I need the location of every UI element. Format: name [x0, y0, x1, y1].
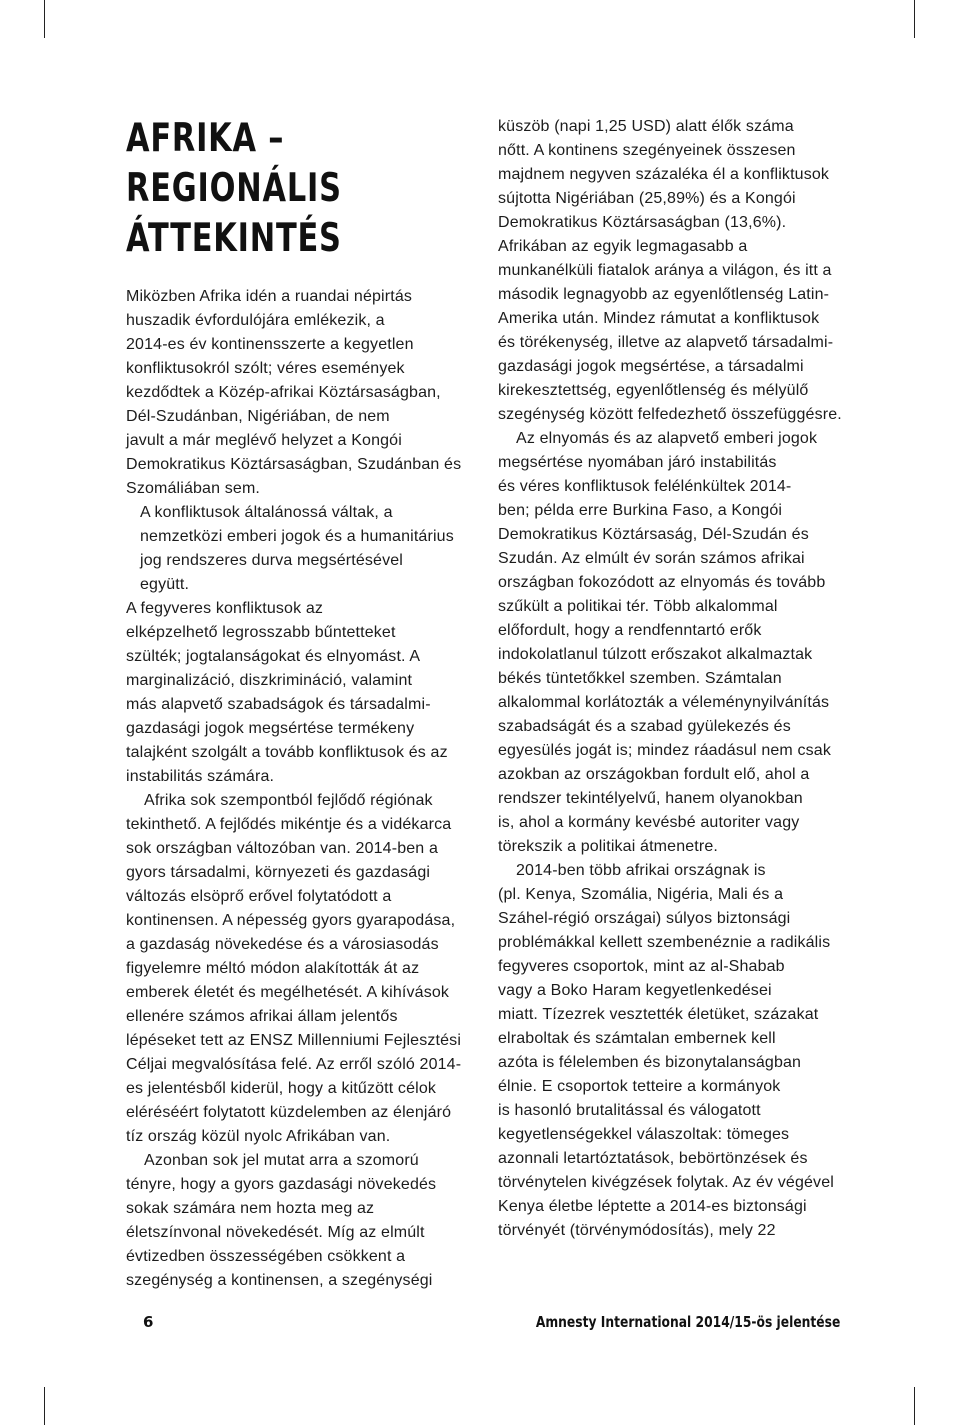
crop-mark-bottom-left: [44, 1387, 45, 1425]
paragraph-intro: Miközben Afrika idén a ruandai népirtás huszadik évfordulójára emlékezik, a 2014-es év kontinensszerte a kegyetlen konfliktusokról szólt; véres események kezdődtek a Közép-afrikai Köztársaságban, Dél-Szudánban, Nigériában, de nem javult a már meglévő helyzet a Kongói Demokratikus Köztársaságban, Szudánban és Szomáliában sem.: [126, 288, 462, 497]
page-number: 6: [143, 1313, 154, 1331]
left-text-column: [126, 285, 476, 1293]
paragraph-development: Afrika sok szempontból fejlődő régiónak tekinthető. A fejlődés mikéntje és a vidékarca sok országban változóban van. 2014-ben a gyors társadalmi, környezeti és gazdasági változás elsöprő erővel folytatódott a kontinensen. A népesség gyors gyarapodása, a gazdaság növekedése és a városiasodás figyelemre méltó módon alakították át az emberek életét és megélhetését. A kihívások ellenére számos afrikai állam jelentős lépéseket tett az ENSZ Millenniumi Fejlesztési Céljai megvalósítása felé. Az erről szóló 2014- es jelentésből kiderül, hogy a kitűzött célok eléréséért folytatott küzdelemben az élenjáró tíz ország közül nyolc Afrikában van.: [126, 792, 462, 1145]
paragraph-poverty-continued: küszöb (napi 1,25 USD) alatt élők száma nőtt. A kontinens szegényeinek összesen majdnem negyven százaléka él a konfliktusok sújtotta Nigériában (25,89%) és a Kongói Demokratikus Köztársaságban (13,6%). Afrikában az egyik legmagasabb a munkanélküli fiatalok aránya a világon, és itt a második legnagyobb az egyenlőtlenség Latin- Amerika után. Mindez rámutat a konfliktusok és törékenység, illetve az alapvető társadalmi- gazdasági jogok megsértése, a társadalmi kirekesztettség, egyenlőtlenség és mélyülő szegénység között felfedezhető összefüggésre.: [498, 118, 842, 423]
title-line-3: ÁTTEKINTÉS: [126, 216, 342, 261]
crop-mark-bottom-right: [914, 1387, 915, 1425]
paragraph-repression: Az elnyomás és az alapvető emberi jogok megsértése nyomában járó instabilitás és véres konfliktusok felélénkültek 2014- ben; példa erre Burkina Faso, a Kongói Demokratikus Köztársaság, Dél-Szudán és Szudán. Az elmúlt év során számos afrikai országban fokozódott az elnyomás és tovább szűkült a politikai tér. Több alkalommal előfordult, hogy a rendfenntartó erők indokolatlanul túlzott erőszakot alkalmaztak békés tüntetőkkel szemben. Számtalan alkalommal korlátozták a véleménynyilvánítás szabadságát és a szabad gyülekezés és egyesülés jogát is; mindez ráadásul nem csak azokban az országokban fordult elő, ahol a rendszer tekintélyelvű, hanem olyanokban is, ahol a kormány kevésbé autoriter vagy törekszik a politikai átmenetre.: [498, 430, 831, 855]
footer-publication-title: Amnesty International 2014/15-ös jelentése: [535, 1313, 840, 1331]
page-title: [126, 114, 407, 264]
crop-mark-top-right: [914, 0, 915, 38]
paragraph-poverty: Azonban sok jel mutat arra a szomorú tényre, hogy a gyors gazdasági növekedés sokak számára nem hozta meg az életszínvonal növekedését. Míg az elmúlt évtizedben összességében csökkent a szegénység a kontinensen, a szegénységi: [126, 1152, 437, 1289]
crop-mark-top-left: [44, 0, 45, 38]
right-text-column: [498, 115, 843, 1243]
paragraph-armed-conflicts: A fegyveres konfliktusok az elképzelhető legrosszabb bűntetteket szülték; jogtalanságokat és elnyomást. A marginalizáció, diszkrimináció, valamint más alapvető szabadságok és társadalmi- gazdasági jogok megsértése termékeny talajként szolgált a tovább konfliktusok és az instabilitás számára.: [126, 600, 448, 785]
paragraph-security: 2014-ben több afrikai országnak is (pl. Kenya, Szomália, Nigéria, Mali és a Száhel-régió országai) súlyos biztonsági problémákkal kellett szembenéznie a radikális fegyveres csoportok, mint az al-Shabab vagy a Boko Haram kegyetlenkedései miatt. Tízezrek vesztették életüket, százakat elraboltak és számtalan embernek kell azóta is félelemben és bizonytalanságban élnie. E csoportok tetteire a kormányok is hasonló brutalitással és válogatott kegyetlenségekkel válaszoltak: tömeges azonnali letartóztatások, bebörtönzések és törvénytelen kivégzések folytak. Az év végével Kenya életbe léptette a 2014-es biztonsági törvényét (törvénymódosítás), mely 22: [498, 862, 834, 1239]
title-line-1: AFRIKA –: [126, 116, 285, 161]
title-line-2: REGIONÁLIS: [126, 166, 342, 211]
paragraph-conflicts-general: A konfliktusok általánossá váltak, a nemzetközi emberi jogok és a humanitárius jog rendszeres durva megsértésével együtt.: [140, 504, 454, 593]
